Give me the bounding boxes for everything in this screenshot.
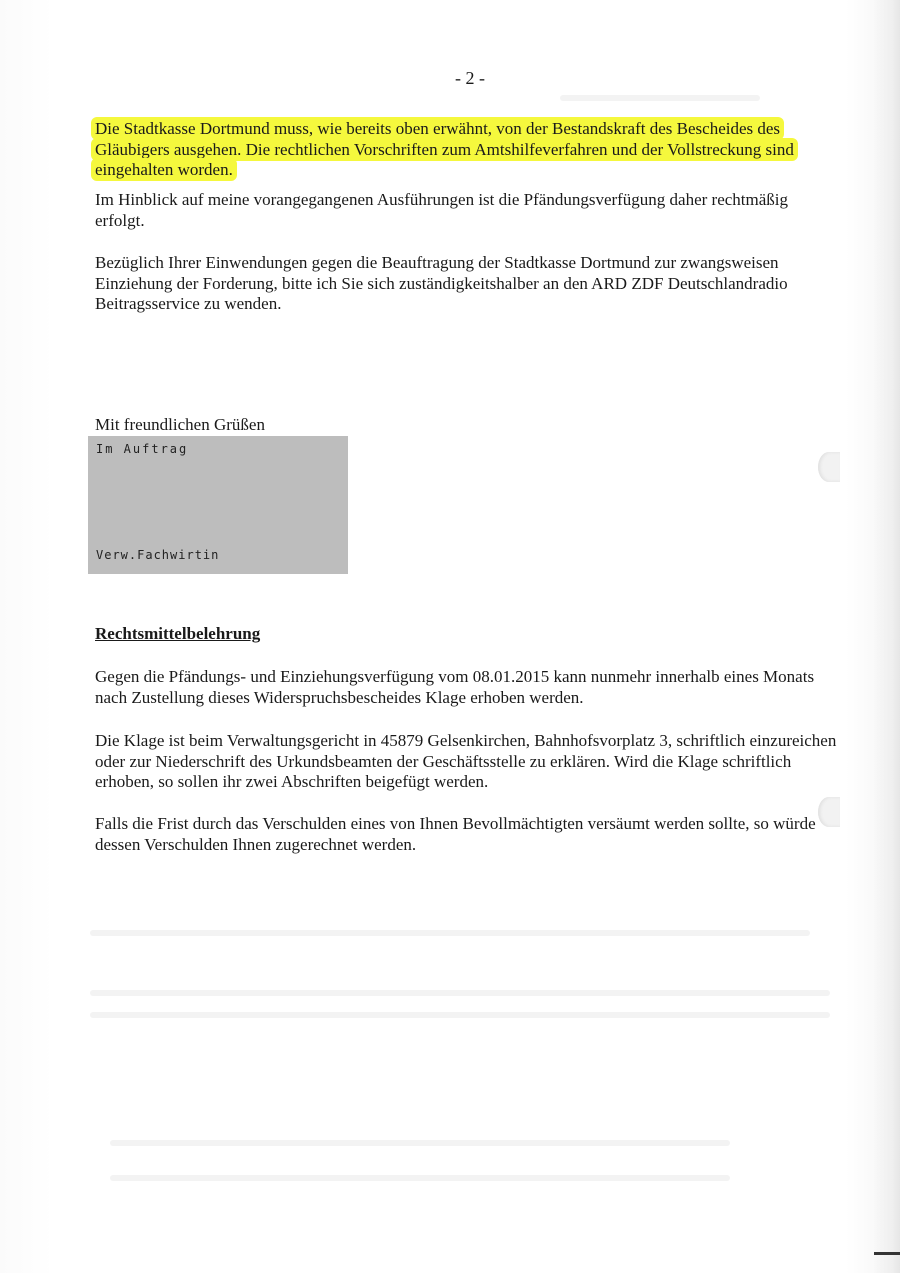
bleed-through	[90, 990, 830, 996]
legal-notice-paragraph-1: Gegen die Pfändungs- und Einziehungsverfügung vom 08.01.2015 kann nunmehr innerhalb eines Monats nach Zustellung dieses Widerspruchsbescheides Klage erhoben werden.	[95, 667, 815, 707]
page-number: - 2 -	[455, 68, 485, 88]
bleed-through	[110, 1140, 730, 1146]
bleed-through	[90, 1012, 830, 1018]
page-edge-shadow	[874, 0, 900, 1273]
signature-bottom-label: Verw.Fachwirtin	[96, 548, 220, 562]
legal-notice-paragraph-2: Die Klage ist beim Verwaltungsgericht in 45879 Gelsenkirchen, Bahnhofsvorplatz 3, schriftlich einzureichen oder zur Niederschrift des Urkundsbeamten der Geschäftsstelle zu erklären. Wird die Klage schriftlich erhoben, so sollen ihr zwei Abschriften beigefügt werden.	[95, 731, 837, 791]
paragraph-objections: Bezüglich Ihrer Einwendungen gegen die Beauftragung der Stadtkasse Dortmund zur zwangsweisen Einziehung der Forderung, bitte ich Sie sich zuständigkeitshalber an den ARD ZDF Deutschlandradio Beitragsservice zu wenden.	[95, 253, 788, 313]
paragraph-lawfulness: Im Hinblick auf meine vorangegangenen Ausführungen ist die Pfändungsverfügung daher rechtmäßig erfolgt.	[95, 190, 789, 230]
punch-hole	[818, 452, 840, 482]
bleed-through	[560, 95, 760, 101]
legal-notice-paragraph-3: Falls die Frist durch das Verschulden eines von Ihnen Bevollmächtigten versäumt werden sollte, so würde dessen Verschulden Ihnen zugerechnet werden.	[95, 814, 816, 854]
signature-top-label: Im Auftrag	[96, 442, 189, 456]
highlighted-text: Die Stadtkasse Dortmund muss, wie bereits oben erwähnt, von der Bestandskraft des Bescheides des Gläubigers ausgehen. Die rechtlichen Vorschriften zum Amtshilfeverfahren und der Vollstreckung sind eingehalten worden.	[91, 117, 798, 181]
fold-mark	[874, 1252, 900, 1255]
closing-salutation: Mit freundlichen Grüßen	[95, 415, 265, 434]
bleed-through	[90, 930, 810, 936]
redacted-signature-block	[88, 436, 348, 574]
highlighted-paragraph	[95, 119, 840, 181]
bleed-through	[110, 1175, 730, 1181]
legal-notice-heading: Rechtsmittelbelehrung	[95, 624, 261, 643]
